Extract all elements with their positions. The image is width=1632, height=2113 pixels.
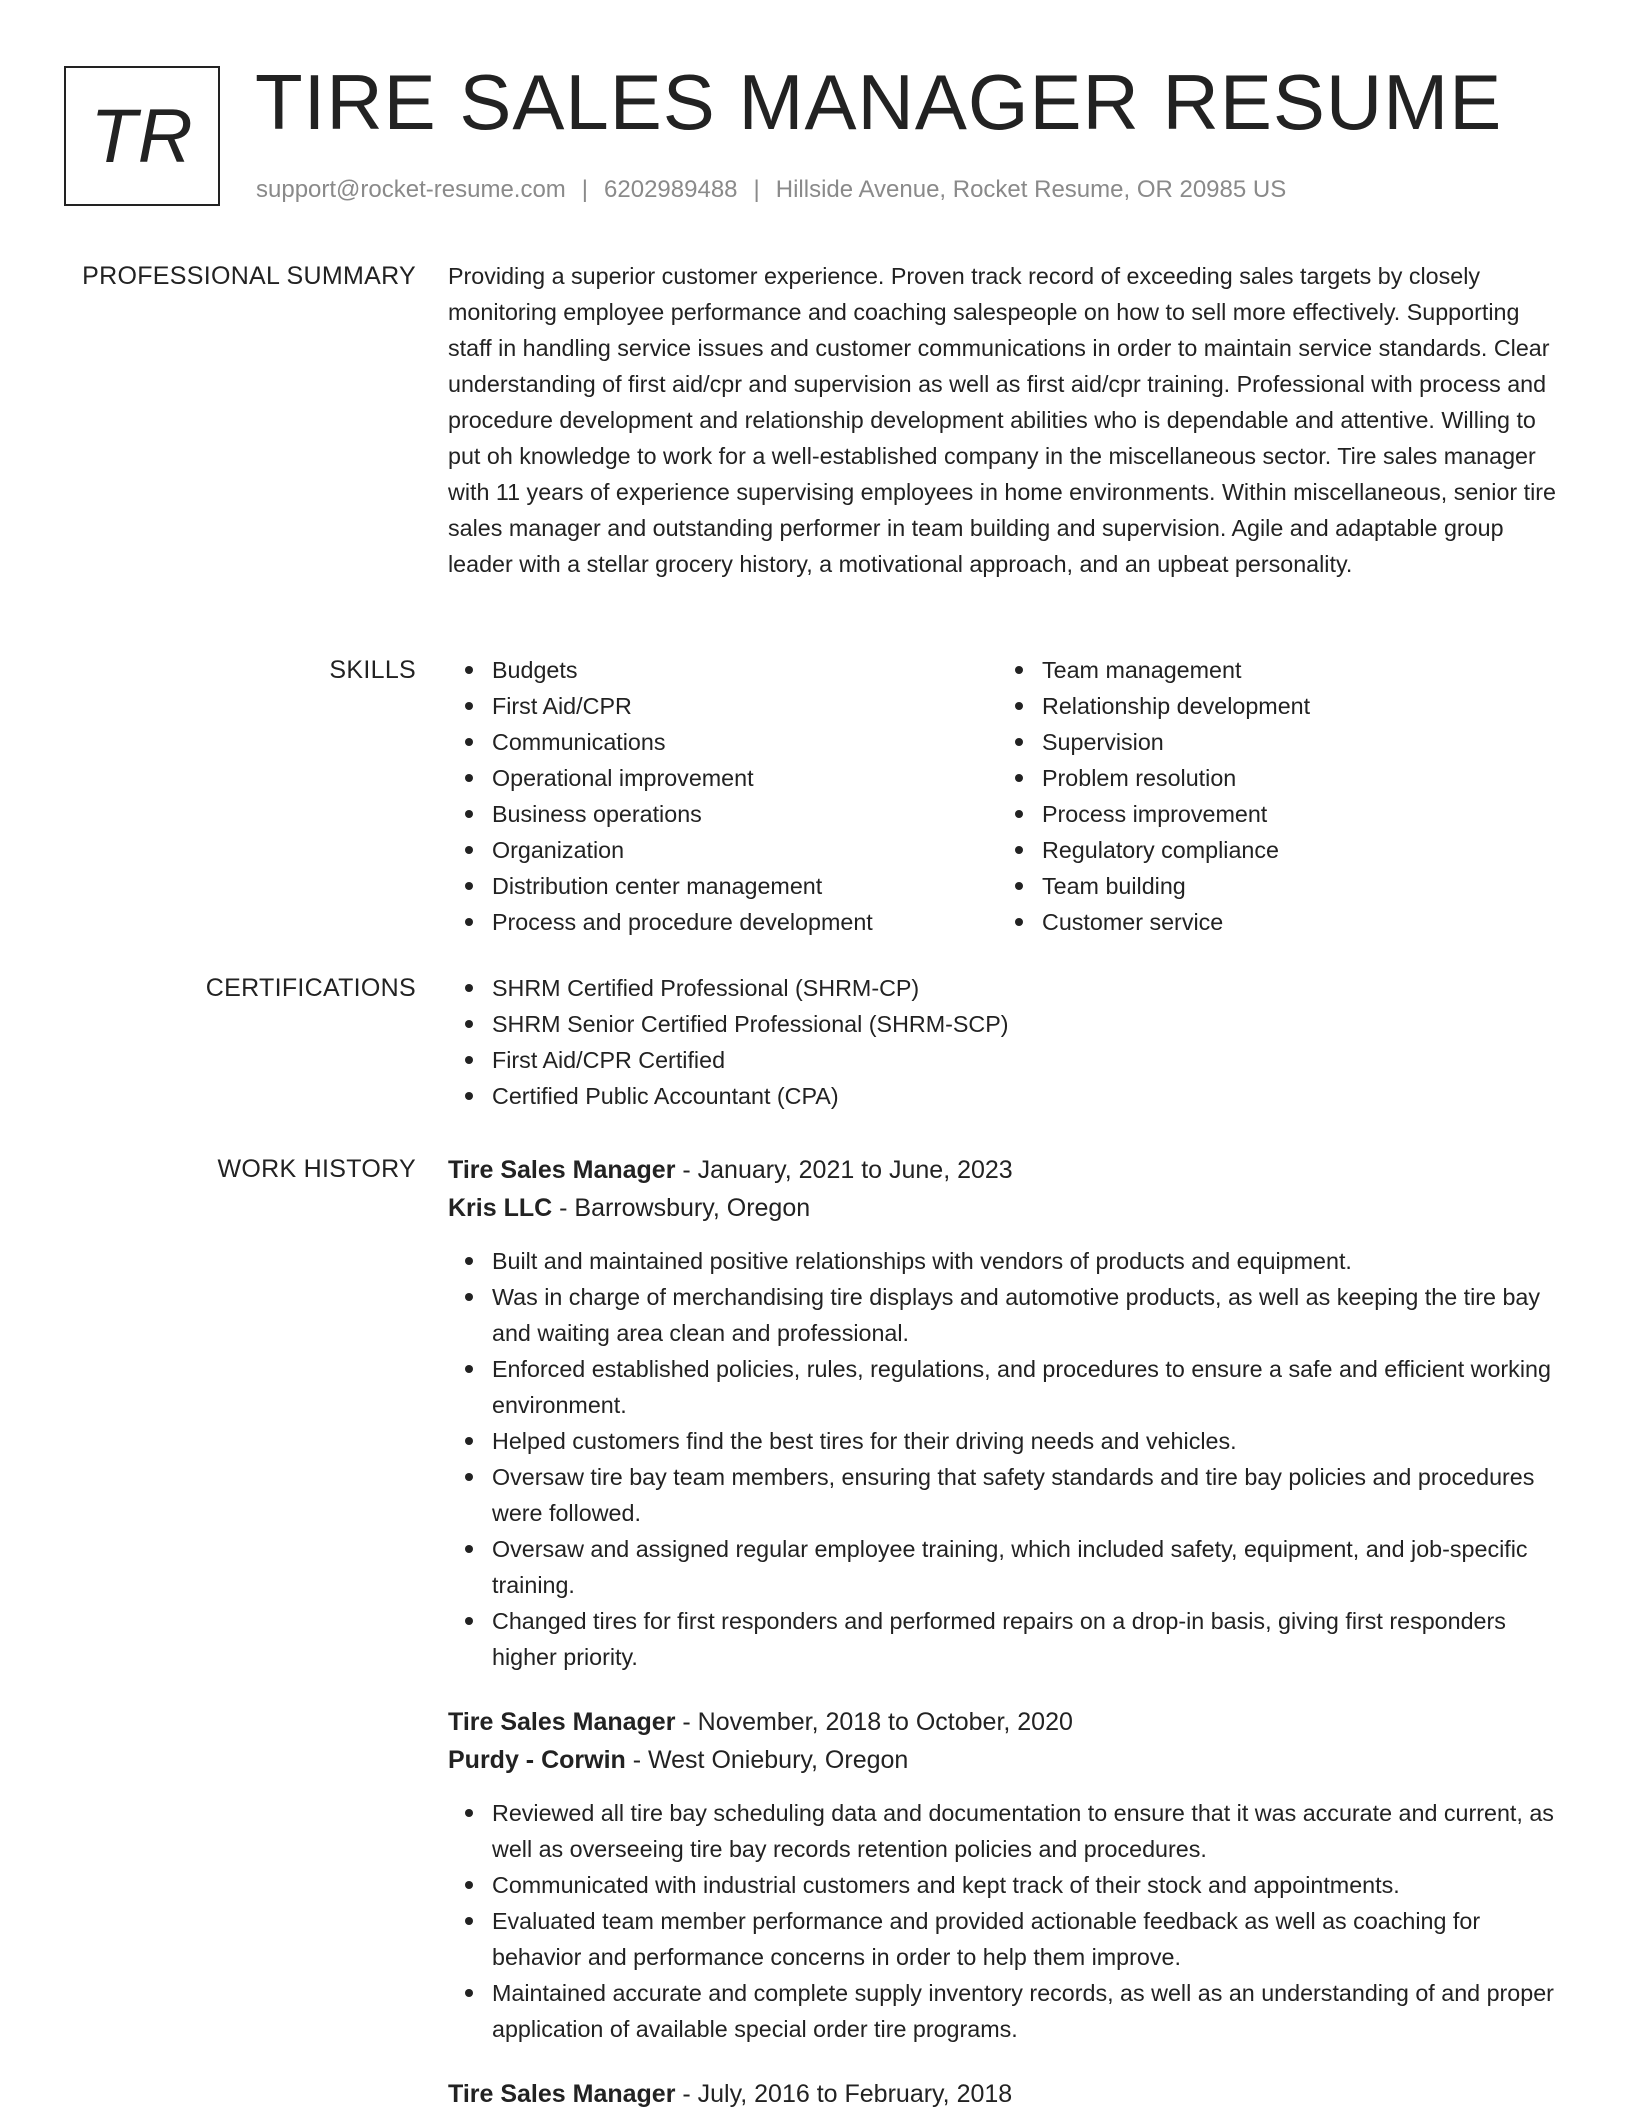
job-duty: Built and maintained positive relationships with vendors of products and equipment. xyxy=(448,1243,1568,1279)
monogram-logo xyxy=(64,66,220,206)
certification-item: Certified Public Accountant (CPA) xyxy=(448,1078,1568,1114)
job-duty: Was in charge of merchandising tire displays and automotive products, as well as keeping the tire bay and waiting area clean and professional. xyxy=(448,1279,1568,1351)
summary-text: Providing a superior customer experience. Proven track record of exceeding sales targets by closely monitoring employee performance and coaching salespeople on how to sell more effectively. Supporting staff in handling service issues and customer communications in order to maintain service standards. Clear understanding of first aid/cpr and supervision as well as first aid/cpr training. Professional with process and procedure development and relationship development abilities who is dependable and attentive. Willing to put oh knowledge to work for a well-established company in the miscellaneous sector. Tire sales manager with 11 years of experience supervising employees in home environments. Within miscellaneous, senior tire sales manager and outstanding performer in team building and supervision. Agile and adaptable group leader with a stellar grocery history, a motivational approach, and an upbeat personality. xyxy=(448,263,1556,577)
job-company-line xyxy=(448,1189,1568,1227)
skill-item: Relationship development xyxy=(998,688,1548,724)
job-company-line xyxy=(448,1741,1568,1779)
job-duty: Evaluated team member performance and provided actionable feedback as well as coaching for behavior and performance concerns in order to help them improve. xyxy=(448,1903,1568,1975)
skill-item: Business operations xyxy=(448,796,998,832)
skills-heading: SKILLS xyxy=(329,656,416,684)
skill-item: Budgets xyxy=(448,652,998,688)
job-duties-list xyxy=(448,1243,1568,1675)
job-duty: Enforced established policies, rules, regulations, and procedures to ensure a safe and efficient working environment. xyxy=(448,1351,1568,1423)
contact-separator: | xyxy=(581,176,589,203)
certifications-body xyxy=(448,970,1568,1114)
job-duty: Maintained accurate and complete supply inventory records, as well as an understanding of and proper application of available special order tire programs. xyxy=(448,1975,1568,2047)
job-title-line xyxy=(448,2075,1568,2113)
skill-item: Team management xyxy=(998,652,1548,688)
skill-item: First Aid/CPR xyxy=(448,688,998,724)
job-duties-list xyxy=(448,1795,1568,2047)
skill-item: Process and procedure development xyxy=(448,904,998,940)
skill-item: Supervision xyxy=(998,724,1548,760)
skill-item: Customer service xyxy=(998,904,1548,940)
skill-item: Operational improvement xyxy=(448,760,998,796)
job-entry xyxy=(448,2075,1568,2113)
job-duty: Communicated with industrial customers and kept track of their stock and appointments. xyxy=(448,1867,1568,1903)
skill-item: Process improvement xyxy=(998,796,1548,832)
resume-title: TIRE SALES MANAGER RESUME xyxy=(255,58,1503,146)
certifications-heading: CERTIFICATIONS xyxy=(205,974,416,1002)
job-dates: - January, 2021 to June, 2023 xyxy=(675,1156,1013,1184)
summary-heading: PROFESSIONAL SUMMARY xyxy=(82,262,416,290)
certification-item: First Aid/CPR Certified xyxy=(448,1042,1568,1078)
contact-phone[interactable]: 6202989488 xyxy=(604,176,738,203)
job-dates: - November, 2018 to October, 2020 xyxy=(675,1708,1073,1736)
job-entry xyxy=(448,1151,1568,1675)
contact-address: Hillside Avenue, Rocket Resume, OR 20985 US xyxy=(775,176,1287,203)
certification-item: SHRM Senior Certified Professional (SHRM-SCP) xyxy=(448,1006,1568,1042)
certification-item: SHRM Certified Professional (SHRM-CP) xyxy=(448,970,1568,1006)
job-duty: Helped customers find the best tires for their driving needs and vehicles. xyxy=(448,1423,1568,1459)
job-duty: Changed tires for first responders and performed repairs on a drop-in basis, giving first responders higher priority. xyxy=(448,1603,1568,1675)
job-company: Purdy - Corwin xyxy=(448,1746,626,1774)
job-company: Kris LLC xyxy=(448,1194,553,1222)
skills-list-right xyxy=(998,652,1548,940)
skill-item: Team building xyxy=(998,868,1548,904)
job-title-line xyxy=(448,1151,1568,1189)
monogram-text: TR xyxy=(90,93,194,179)
job-duty: Oversaw and assigned regular employee training, which included safety, equipment, and job-specific training. xyxy=(448,1531,1568,1603)
work-history-heading: WORK HISTORY xyxy=(217,1155,416,1183)
skill-item: Problem resolution xyxy=(998,760,1548,796)
job-dates: - July, 2016 to February, 2018 xyxy=(675,2080,1013,2108)
contact-line xyxy=(256,174,1286,206)
skill-item: Distribution center management xyxy=(448,868,998,904)
skills-list-left xyxy=(448,652,998,940)
job-title-line xyxy=(448,1703,1568,1741)
job-entry xyxy=(448,1703,1568,2047)
job-title: Tire Sales Manager xyxy=(448,1708,676,1736)
job-location: - West Oniebury, Oregon xyxy=(625,1746,909,1774)
skill-item: Regulatory compliance xyxy=(998,832,1548,868)
job-title: Tire Sales Manager xyxy=(448,1156,676,1184)
contact-separator: | xyxy=(753,176,760,203)
job-duty: Oversaw tire bay team members, ensuring that safety standards and tire bay policies and procedures were followed. xyxy=(448,1459,1568,1531)
job-location: - Barrowsbury, Oregon xyxy=(552,1194,811,1222)
contact-email[interactable]: support@rocket-resume.com xyxy=(256,176,566,203)
job-duty: Reviewed all tire bay scheduling data and documentation to ensure that it was accurate and current, as well as overseeing tire bay records retention policies and procedures. xyxy=(448,1795,1568,1867)
skill-item: Organization xyxy=(448,832,998,868)
job-title: Tire Sales Manager xyxy=(448,2080,676,2108)
skills-columns xyxy=(448,652,1568,940)
certifications-list xyxy=(448,970,1568,1114)
skill-item: Communications xyxy=(448,724,998,760)
work-history-body xyxy=(448,1151,1568,2113)
